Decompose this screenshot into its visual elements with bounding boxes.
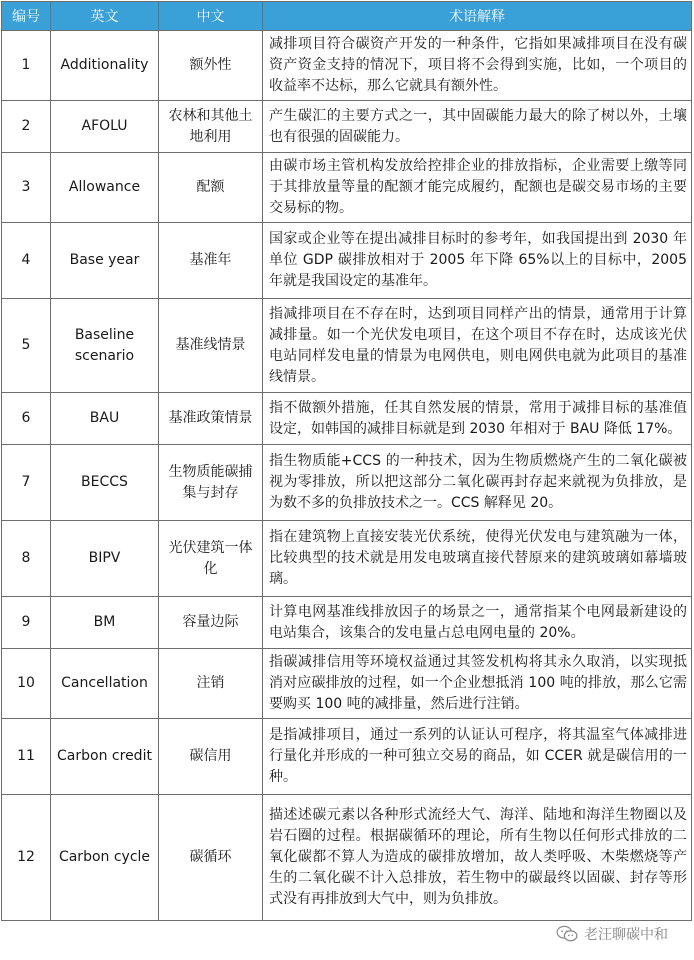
glossary-table <box>1 1 692 921</box>
row-english-term: Cancellation <box>51 649 159 719</box>
table-row <box>2 299 692 393</box>
row-number: 12 <box>2 795 51 921</box>
row-chinese-term: 额外性 <box>159 31 263 101</box>
row-chinese-term: 容量边际 <box>159 597 263 649</box>
header-row <box>2 2 692 31</box>
row-number: 8 <box>2 521 51 597</box>
row-number: 3 <box>2 153 51 223</box>
row-number: 1 <box>2 31 51 101</box>
table-row <box>2 393 692 445</box>
row-english-term: Additionality <box>51 31 159 101</box>
header-definition: 术语解释 <box>263 2 692 31</box>
row-english-term: Baseline scenario <box>51 299 159 393</box>
row-definition: 指生物质能+CCS 的一种技术，因为生物质燃烧产生的二氧化碳被视为零排放，所以把这部分二氧化碳再封存起来就视为负排放，是为数不多的负排放技术之一。CCS 解释见 20。 <box>263 445 692 521</box>
table-row <box>2 101 692 153</box>
row-number: 11 <box>2 719 51 795</box>
watermark-text: 老汪聊碳中和 <box>584 927 668 943</box>
row-english-term: Base year <box>51 223 159 299</box>
row-english-term: BIPV <box>51 521 159 597</box>
table-row <box>2 153 692 223</box>
table-row <box>2 649 692 719</box>
row-number: 4 <box>2 223 51 299</box>
row-chinese-term: 基准线情景 <box>159 299 263 393</box>
row-definition: 计算电网基准线排放因子的场景之一，通常指某个电网最新建设的电站集合，该集合的发电量占总电网电量的 20%。 <box>263 597 692 649</box>
row-english-term: Carbon cycle <box>51 795 159 921</box>
row-definition: 指在建筑物上直接安装光伏系统，使得光伏发电与建筑融为一体，比较典型的技术就是用发电玻璃直接代替原来的建筑玻璃如幕墙玻璃。 <box>263 521 692 597</box>
table-row <box>2 223 692 299</box>
row-definition: 指碳减排信用等环境权益通过其签发机构将其永久取消，以实现抵消对应碳排放的过程，如一个企业想抵消 100 吨的排放，那么它需要购买 100 吨的减排量，然后进行注销。 <box>263 649 692 719</box>
wechat-icon <box>556 925 578 943</box>
row-number: 5 <box>2 299 51 393</box>
row-english-term: BM <box>51 597 159 649</box>
table-row <box>2 795 692 921</box>
row-english-term: BECCS <box>51 445 159 521</box>
row-definition: 是指减排项目，通过一系列的认证认可程序，将其温室气体减排进行量化并形成的一种可独立交易的商品，如 CCER 就是碳信用的一种。 <box>263 719 692 795</box>
table-row <box>2 521 692 597</box>
row-chinese-term: 碳信用 <box>159 719 263 795</box>
table-row <box>2 597 692 649</box>
row-chinese-term: 配额 <box>159 153 263 223</box>
row-english-term: Allowance <box>51 153 159 223</box>
row-definition: 国家或企业等在提出减排目标时的参考年，如我国提出到 2030 年单位 GDP 碳排放相对于 2005 年下降 65%以上的目标中，2005 年就是我国设定的基准年。 <box>263 223 692 299</box>
row-definition: 指不做额外措施，任其自然发展的情景，常用于减排目标的基准值设定，如韩国的减排目标就是到 2030 年相对于 BAU 降低 17%。 <box>263 393 692 445</box>
row-definition: 减排项目符合碳资产开发的一种条件，它指如果减排项目在没有碳资产资金支持的情况下，项目将不会得到实施，比如，一个项目的收益率不达标，那么它就具有额外性。 <box>263 31 692 101</box>
row-number: 10 <box>2 649 51 719</box>
row-chinese-term: 基准年 <box>159 223 263 299</box>
row-number: 7 <box>2 445 51 521</box>
row-definition: 描述述碳元素以各种形式流经大气、海洋、陆地和海洋生物圈以及岩石圈的过程。根据碳循环的理论，所有生物以任何形式排放的二氧化碳都不算人为造成的碳排放增加，故人类呼吸、木柴燃烧等产生的二氧化碳不计入总排放，若生物中的碳最终以固碳、封存等形式没有再排放到大气中，则为负排放。 <box>263 795 692 921</box>
row-number: 9 <box>2 597 51 649</box>
row-definition: 指减排项目在不存在时，达到项目同样产出的情景，通常用于计算减排量。如一个光伏发电项目，在这个项目不存在时，达成该光伏电站同样发电量的情景为电网供电，则电网供电就为此项目的基准线情景。 <box>263 299 692 393</box>
header-chinese: 中文 <box>159 2 263 31</box>
row-chinese-term: 注销 <box>159 649 263 719</box>
row-definition: 由碳市场主管机构发放给控排企业的排放指标，企业需要上缴等同于其排放量等量的配额才能完成履约，配额也是碳交易市场的主要交易标的物。 <box>263 153 692 223</box>
row-chinese-term: 光伏建筑一体化 <box>159 521 263 597</box>
row-chinese-term: 农林和其他土地利用 <box>159 101 263 153</box>
table-row <box>2 719 692 795</box>
header-number: 编号 <box>2 2 51 31</box>
row-chinese-term: 碳循环 <box>159 795 263 921</box>
row-number: 2 <box>2 101 51 153</box>
row-chinese-term: 基准政策情景 <box>159 393 263 445</box>
row-english-term: AFOLU <box>51 101 159 153</box>
watermark <box>556 924 668 944</box>
row-english-term: Carbon credit <box>51 719 159 795</box>
table-row <box>2 31 692 101</box>
row-definition: 产生碳汇的主要方式之一，其中固碳能力最大的除了树以外，土壤也有很强的固碳能力。 <box>263 101 692 153</box>
row-english-term: BAU <box>51 393 159 445</box>
header-english: 英文 <box>51 2 159 31</box>
row-chinese-term: 生物质能碳捕集与封存 <box>159 445 263 521</box>
row-number: 6 <box>2 393 51 445</box>
table-row <box>2 445 692 521</box>
